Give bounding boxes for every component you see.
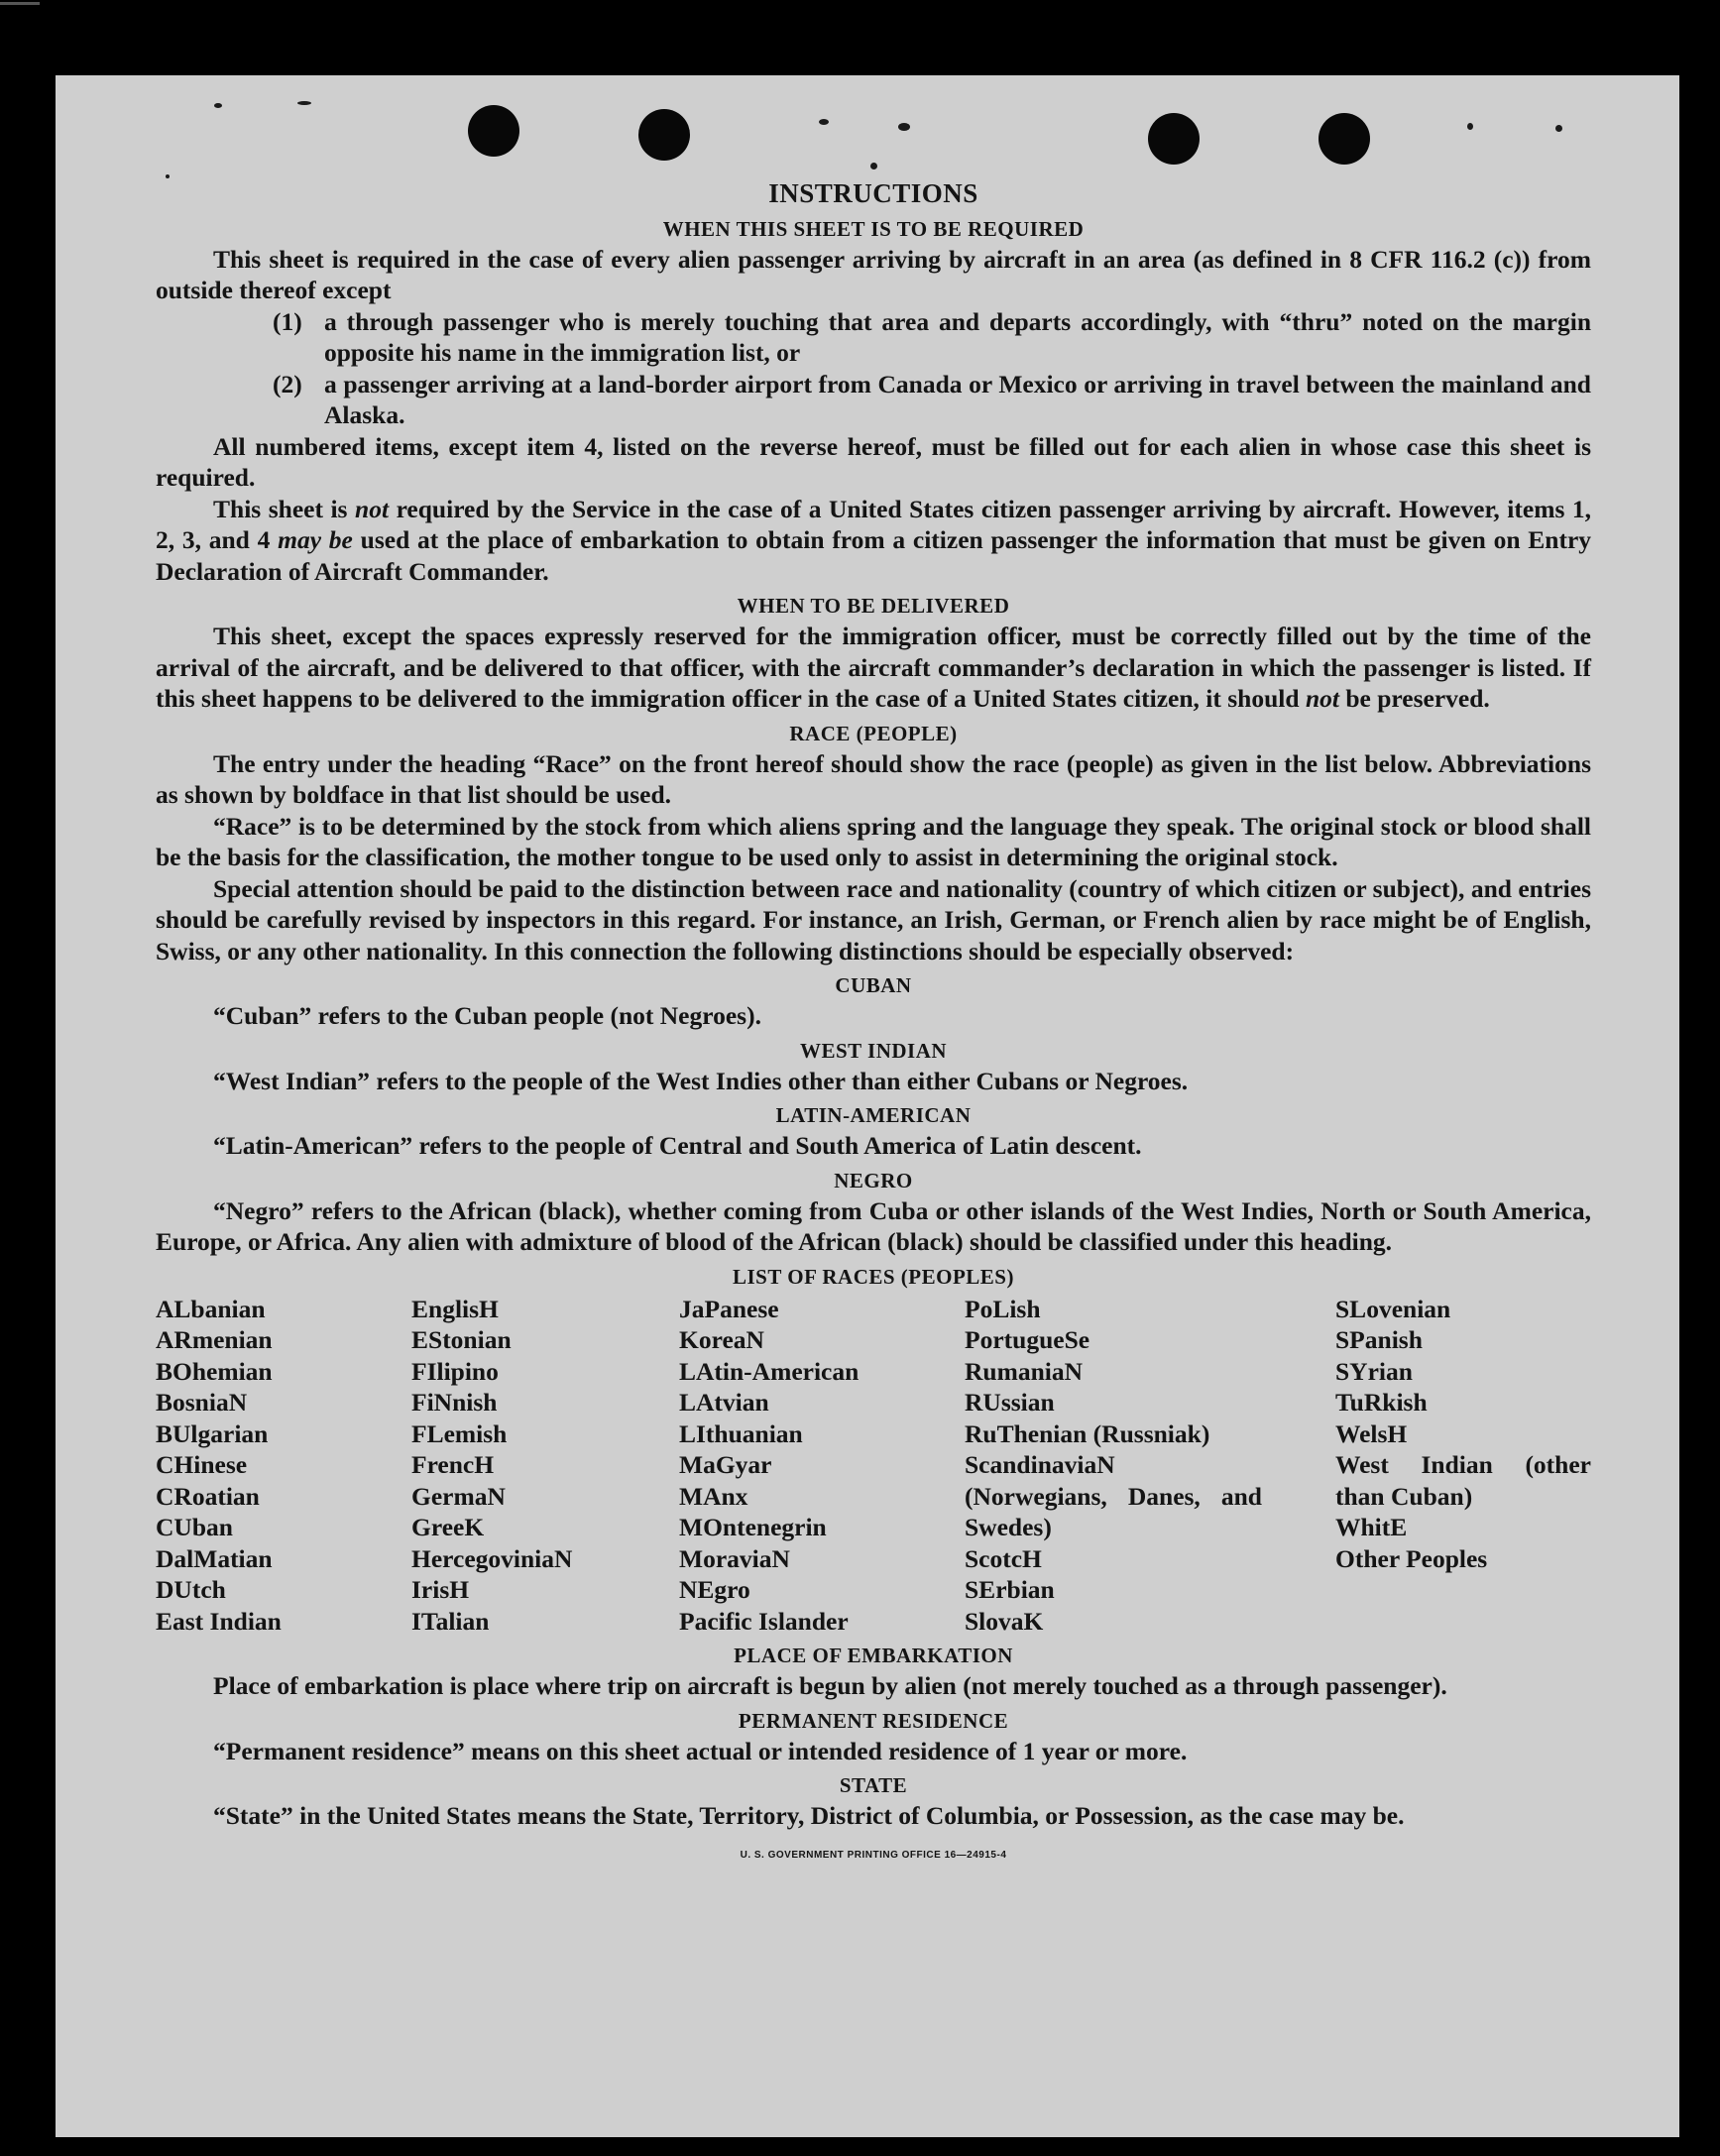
scan-speck: [819, 119, 829, 125]
race-entry: RumaniaN: [965, 1356, 1084, 1386]
race-entry: EStonian: [411, 1325, 512, 1354]
heading-when-delivered: WHEN TO BE DELIVERED: [737, 594, 1010, 618]
scan-speck: [297, 101, 311, 105]
race-entry: NEgro: [679, 1575, 750, 1604]
heading-cuban: CUBAN: [835, 973, 912, 997]
race-entry: SErbian: [965, 1575, 1055, 1604]
race-entry: MaGyar: [679, 1450, 772, 1479]
race-entry: FIlipino: [411, 1356, 499, 1386]
embarkation-paragraph: Place of embarkation is place where trip on aircraft is begun by alien (not merely touched as a through passenger).: [213, 1671, 1447, 1700]
race-column: [156, 1294, 411, 1638]
race-entry: HercegoviniaN: [411, 1543, 573, 1573]
numbered-items-paragraph: All numbered items, except item 4, listed on the reverse hereof, must be filled out for each alien in whose case this sheet is required.: [156, 431, 1591, 492]
delivered-paragraph: This sheet, except the spaces expressly reserved for the immigration officer, must be correctly filled out by the time of the arrival of the aircraft, and be delivered to that officer, with the aircraft commander’s declaration in which the passenger is listed. If this sheet happens to be delivered to the immigration officer in the case of a United States citizen, it should not be preserved.: [156, 622, 1591, 713]
race-entry: ITalian: [411, 1606, 490, 1636]
race-entry: EnglisH: [411, 1294, 499, 1323]
race-entry: GreeK: [411, 1513, 485, 1541]
heading-state: STATE: [839, 1773, 908, 1797]
race-entry: ScotcH: [965, 1543, 1042, 1573]
race-entry: FrencH: [411, 1450, 495, 1479]
west-indian-paragraph: “West Indian” refers to the people of the West Indies other than either Cubans or Negroes.: [213, 1066, 1189, 1095]
race-entry: SPanish: [1335, 1325, 1423, 1354]
race-entry: LAtvian: [679, 1388, 769, 1417]
scan-speck: [1555, 125, 1562, 132]
race-entry: PoLish: [965, 1294, 1041, 1323]
race-entry: MAnx: [679, 1481, 748, 1511]
heading-place-of-embarkation: PLACE OF EMBARKATION: [734, 1644, 1013, 1667]
negro-paragraph: “Negro” refers to the African (black), whether coming from Cuba or other islands of the West Indies, North or South America, Europe, or Africa. Any alien with admixture of blood of the African (black) should be classified under this heading.: [156, 1195, 1591, 1256]
item-number: (2): [273, 369, 302, 398]
race-entry: West Indian (other than Cuban): [1335, 1450, 1591, 1511]
race-entry: GermaN: [411, 1481, 506, 1511]
printer-imprint: U. S. GOVERNMENT PRINTING OFFICE 16—24915-4: [740, 1849, 1007, 1861]
race-entry: FiNnish: [411, 1388, 498, 1417]
scan-speck: [898, 123, 910, 131]
race-entry: BosniaN: [156, 1388, 248, 1417]
race-entry: LIthuanian: [679, 1418, 803, 1448]
required-paragraph: This sheet is required in the case of every alien passenger arriving by aircraft in an area (as defined in 8 CFR 116.2 (c)) from outside thereof except: [156, 244, 1591, 304]
exception-item: [156, 306, 1591, 369]
race-paragraph-1: The entry under the heading “Race” on the front hereof should show the race (people) as given in the list below. Abbreviations as shown by boldface in that list should be used.: [156, 748, 1591, 809]
race-entry: SLovenian: [1335, 1294, 1451, 1323]
scan-speck: [214, 103, 222, 108]
exception-item: [156, 369, 1591, 431]
heading-when-required: WHEN THIS SHEET IS TO BE REQUIRED: [662, 216, 1085, 241]
item-text: a through passenger who is merely touching that area and departs accordingly, with “thru” noted on the margin opposite his name in the immigration list, or: [324, 306, 1591, 367]
race-entry: Pacific Islander: [679, 1606, 849, 1636]
race-entry: Other Peoples: [1335, 1543, 1488, 1573]
residence-paragraph: “Permanent residence” means on this sheet actual or intended residence of 1 year or more.: [213, 1736, 1188, 1765]
race-entry: ScandinaviaN (Norwegians, Danes, and Swedes): [965, 1450, 1262, 1541]
race-entry: BUlgarian: [156, 1418, 269, 1448]
race-column: [1335, 1294, 1591, 1638]
race-entry: ALbanian: [156, 1294, 266, 1323]
punch-hole: [638, 109, 690, 161]
race-entry: CRoatian: [156, 1481, 260, 1511]
page-title: INSTRUCTIONS: [768, 178, 978, 208]
heading-latin-american: LATIN-AMERICAN: [775, 1103, 972, 1127]
heading-list-of-races: LIST OF RACES (PEOPLES): [733, 1264, 1014, 1289]
scan-speck: [1467, 123, 1473, 130]
race-list: [156, 1294, 1591, 1638]
race-entry: East Indian: [156, 1606, 282, 1636]
race-entry: KoreaN: [679, 1325, 764, 1354]
item-text: a passenger arriving at a land-border airport from Canada or Mexico or arriving in travel between the mainland and Alaska.: [324, 369, 1591, 429]
race-entry: IrisH: [411, 1575, 470, 1604]
race-entry: FLemish: [411, 1418, 508, 1448]
cuban-paragraph: “Cuban” refers to the Cuban people (not Negroes).: [213, 1001, 761, 1030]
scan-edge-mark: [0, 0, 1720, 16]
race-entry: TuRkish: [1335, 1388, 1428, 1417]
race-entry: WelsH: [1335, 1418, 1408, 1448]
heading-negro: NEGRO: [834, 1168, 913, 1192]
instructions-body: [156, 178, 1591, 1871]
race-entry: LAtin-American: [679, 1356, 860, 1386]
race-entry: ARmenian: [156, 1325, 273, 1354]
race-entry: MoraviaN: [679, 1543, 790, 1573]
state-paragraph: “State” in the United States means the State, Territory, District of Columbia, or Possession, as the case may be.: [213, 1801, 1405, 1830]
heading-permanent-residence: PERMANENT RESIDENCE: [738, 1708, 1009, 1733]
punch-hole: [1148, 113, 1200, 165]
race-entry: MOntenegrin: [679, 1513, 827, 1541]
race-entry: DUtch: [156, 1575, 226, 1604]
race-entry: DalMatian: [156, 1543, 273, 1573]
heading-race: RACE (PEOPLE): [789, 721, 958, 745]
race-paragraph-3: Special attention should be paid to the distinction between race and nationality (country of which citizen or subject), and entries should be carefully revised by inspectors in this regard. For instance, an Irish, German, or French alien by race might be of English, Swiss, or any other nationality. In this connection the following distinctions should be especially observed:: [156, 873, 1591, 965]
race-entry: SlovaK: [965, 1606, 1044, 1636]
race-entry: PortugueSe: [965, 1325, 1090, 1354]
race-entry: SYrian: [1335, 1356, 1413, 1386]
race-column: [965, 1294, 1335, 1638]
race-entry: BOhemian: [156, 1356, 273, 1386]
scan-speck: [870, 163, 877, 170]
race-entry: JaPanese: [679, 1294, 779, 1323]
race-paragraph-2: “Race” is to be determined by the stock from which aliens spring and the language they speak. The original stock or blood shall be the basis for the classification, the mother tongue to be used only to assist in determining the original stock.: [156, 811, 1591, 871]
race-column: [411, 1294, 679, 1638]
race-column: [679, 1294, 965, 1638]
punch-hole: [468, 105, 519, 157]
citizen-paragraph: This sheet is not required by the Service in the case of a United States citizen passenger arriving by aircraft. However, items 1, 2, 3, and 4 may be used at the place of embarkation to obtain from a citizen passenger the information that must be given on Entry Declaration of Aircraft Commander.: [156, 494, 1592, 586]
punch-hole: [1319, 113, 1370, 165]
race-entry: CUban: [156, 1513, 233, 1541]
race-entry: RUssian: [965, 1388, 1055, 1417]
latin-american-paragraph: “Latin-American” refers to the people of Central and South America of Latin descent.: [213, 1131, 1142, 1160]
heading-west-indian: WEST INDIAN: [799, 1038, 948, 1063]
race-entry: WhitE: [1335, 1513, 1408, 1541]
race-entry: RuThenian (Russniak): [965, 1418, 1210, 1448]
race-entry: CHinese: [156, 1450, 248, 1479]
instruction-sheet: [56, 75, 1679, 2137]
item-number: (1): [273, 306, 302, 336]
